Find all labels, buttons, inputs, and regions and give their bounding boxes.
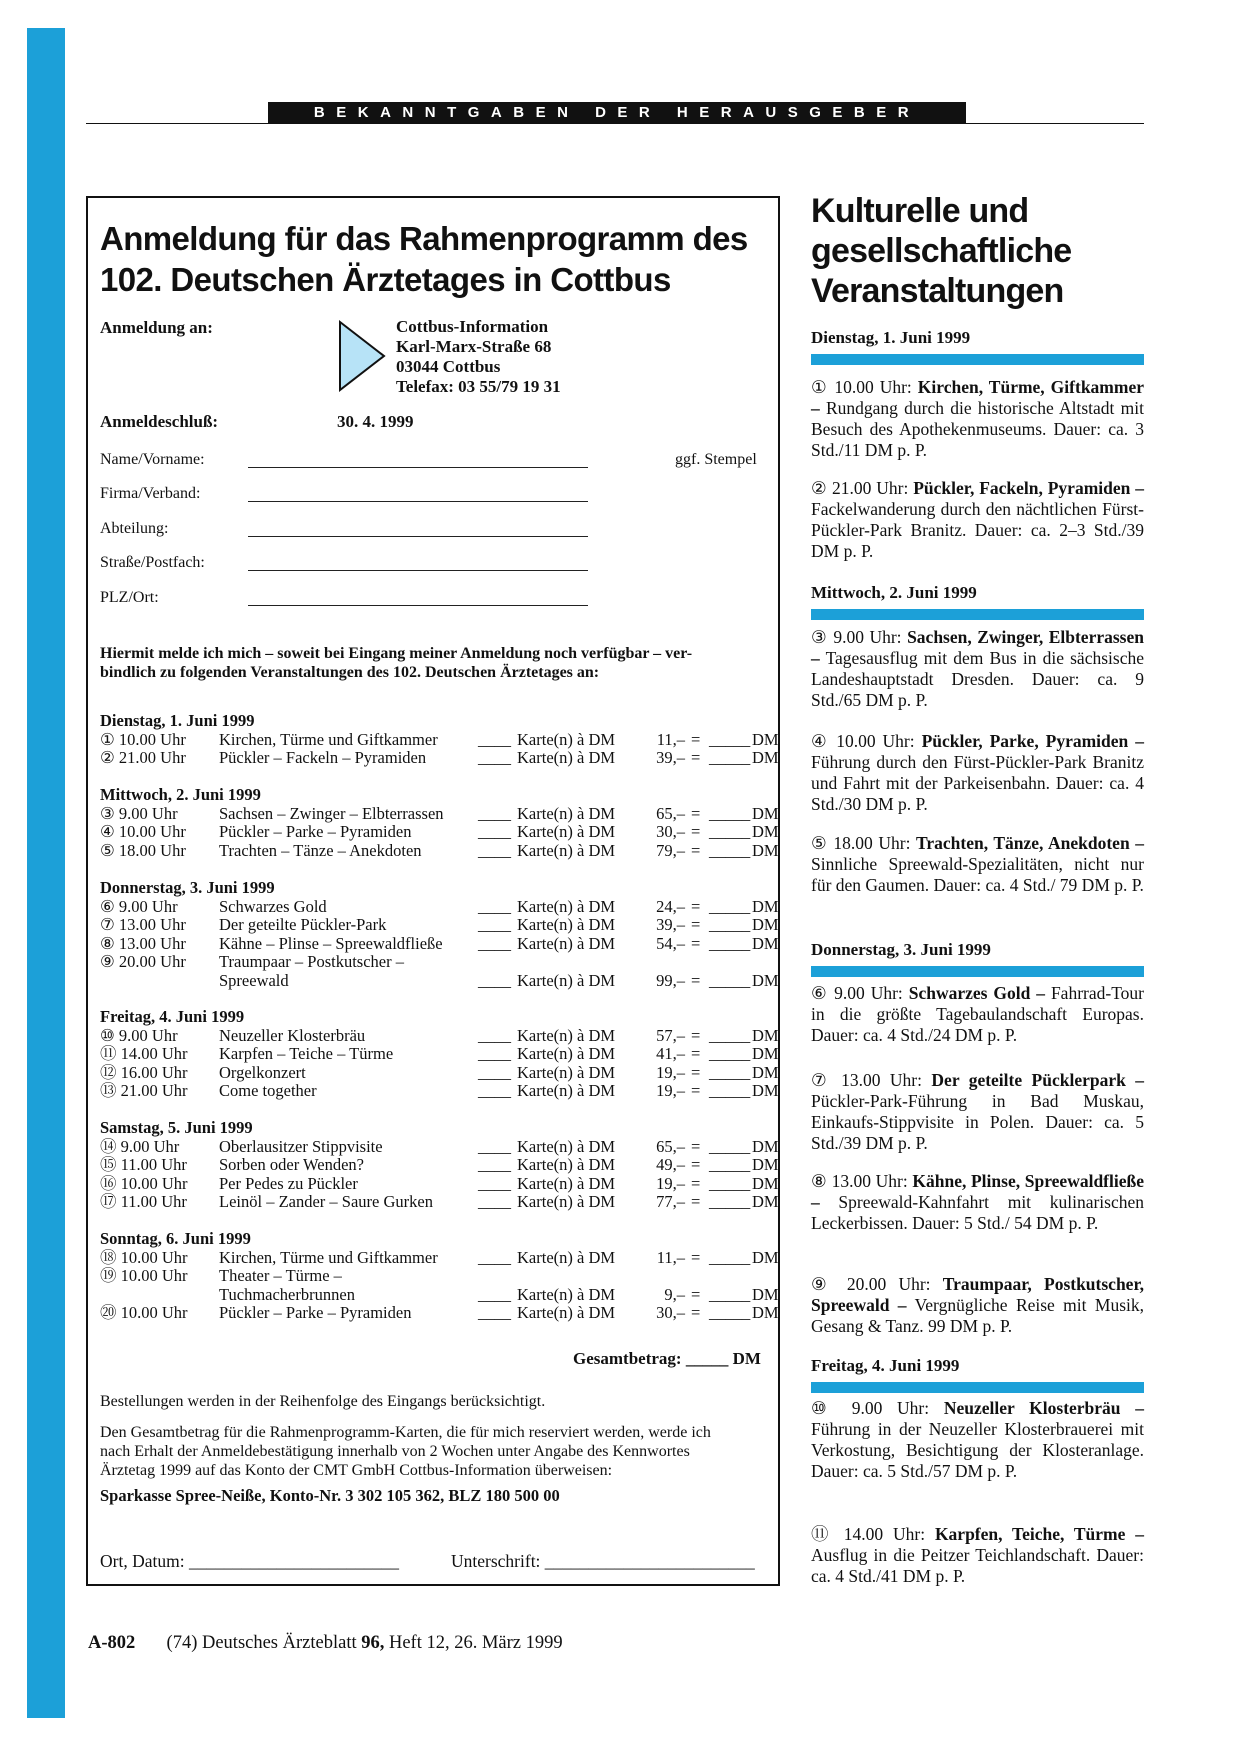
ticket-count-field[interactable]: ____	[478, 1025, 511, 1045]
ticket-count-field[interactable]: ____	[478, 729, 511, 749]
event-time: ⑲ 10.00 Uhr	[100, 1266, 188, 1286]
event-title: Der geteilte Pücklerpark –	[931, 1070, 1144, 1090]
event-time: ④ 10.00 Uhr:	[811, 731, 922, 751]
equals-sign: =	[691, 729, 701, 749]
event-title: Kirchen, Türme und Giftkammer	[219, 729, 438, 749]
event-title: Kähne, Plinse, Spreewaldfließe –	[811, 1171, 1144, 1212]
anmeldung-label: Anmeldung an:	[100, 318, 213, 337]
ticket-count-field[interactable]: ____	[478, 933, 511, 953]
event-text: Fahrrad-Tour in die größte Tagebaulandschaft Europas. Dauer: ca. 4 Std./24 DM p. P.	[811, 983, 1144, 1045]
header-rule	[86, 123, 1144, 124]
day-accent-band	[811, 1382, 1144, 1393]
ticket-price: 19,–	[656, 1173, 685, 1193]
schedule-row	[100, 1044, 779, 1064]
right-day-heading: Dienstag, 1. Juni 1999	[811, 328, 971, 347]
schedule-row	[100, 822, 779, 842]
schedule-row	[100, 1062, 779, 1082]
event-title: Per Pedes zu Pückler	[219, 1173, 358, 1193]
currency-label: DM	[752, 915, 779, 935]
event-description	[811, 1274, 1144, 1337]
ticket-price: 9,–	[664, 1284, 685, 1304]
currency-label: DM	[752, 748, 779, 768]
ticket-price: 49,–	[656, 1155, 685, 1175]
form-title-line-2: 102. Deutschen Ärztetages in Cottbus	[100, 261, 671, 298]
schedule-row	[100, 971, 779, 990]
ticket-subtotal-field[interactable]: _____	[709, 840, 751, 860]
event-title: Der geteilte Pückler-Park	[219, 915, 387, 935]
ticket-subtotal-field[interactable]: _____	[709, 1173, 751, 1193]
event-title: Oberlausitzer Stippvisite	[219, 1136, 383, 1156]
event-time: ② 21.00 Uhr:	[811, 478, 914, 498]
equals-sign: =	[691, 971, 701, 990]
event-time: ⑥ 9.00 Uhr:	[811, 983, 909, 1003]
ticket-price-label: Karte(n) à DM	[517, 1247, 616, 1267]
currency-label: DM	[752, 1173, 779, 1193]
form-title-line-1: Anmeldung für das Rahmenprogramm des	[100, 220, 748, 257]
event-title: Trachten – Tänze – Anekdoten	[219, 840, 422, 860]
event-title: Come together	[219, 1081, 317, 1101]
ticket-price-label: Karte(n) à DM	[517, 1062, 616, 1082]
currency-label: DM	[752, 1062, 779, 1082]
ticket-price: 11,–	[656, 729, 685, 749]
page-number: A-802	[88, 1633, 136, 1653]
ticket-count-field[interactable]: ____	[478, 915, 511, 935]
event-title: Pückler – Parke – Pyramiden	[219, 822, 412, 842]
schedule-row	[100, 748, 779, 768]
title-line: gesellschaftliche	[811, 232, 1072, 270]
event-time: ⑧ 13.00 Uhr	[100, 933, 186, 953]
event-time: ⑪ 14.00 Uhr	[100, 1044, 188, 1064]
event-description	[811, 377, 1144, 461]
field-label-strasse: Straße/Postfach:	[100, 554, 205, 571]
currency-label: DM	[752, 1025, 779, 1045]
ticket-count-field[interactable]: ____	[478, 840, 511, 860]
currency-label: DM	[752, 822, 779, 842]
event-title: Neuzeller Klosterbräu	[219, 1025, 366, 1045]
event-title: Trachten, Tänze, Anekdoten –	[916, 833, 1144, 853]
event-title: Spreewald	[219, 971, 289, 990]
event-title: Traumpaar – Postkutscher –	[219, 952, 404, 972]
schedule-row	[100, 1284, 779, 1304]
right-day-heading: Donnerstag, 3. Juni 1999	[811, 940, 991, 959]
ticket-count-field[interactable]: ____	[478, 1192, 511, 1212]
ticket-price: 39,–	[656, 915, 685, 935]
schedule-row	[100, 1266, 770, 1285]
title-line: Veranstaltungen	[811, 272, 1064, 310]
deadline-value: 30. 4. 1999	[337, 412, 414, 431]
ort-datum-row	[100, 1551, 399, 1572]
schedule-row	[100, 803, 779, 823]
schedule-day-heading: Samstag, 5. Juni 1999	[100, 1118, 253, 1137]
deadline-label: Anmeldeschluß:	[100, 412, 219, 431]
ticket-price-label: Karte(n) à DM	[517, 1303, 616, 1323]
event-title: Kähne – Plinse – Spreewaldfließe	[219, 933, 443, 953]
event-description	[811, 1171, 1144, 1234]
ticket-count-field[interactable]: ____	[478, 1062, 511, 1082]
ticket-price-label: Karte(n) à DM	[517, 1155, 616, 1175]
ticket-price-label: Karte(n) à DM	[517, 1173, 616, 1193]
ticket-count-field[interactable]: ____	[478, 1303, 511, 1323]
currency-label: DM	[752, 896, 779, 916]
schedule-row	[100, 1136, 779, 1156]
event-time: ⑳ 10.00 Uhr	[100, 1303, 188, 1323]
signature-label: Unterschrift:	[451, 1551, 541, 1571]
ticket-count-field[interactable]: ____	[478, 1155, 511, 1175]
ticket-price: 54,–	[656, 933, 685, 953]
schedule-row	[100, 915, 779, 935]
currency-label: DM	[752, 933, 779, 953]
ticket-price: 30,–	[656, 1303, 685, 1323]
schedule-row	[100, 952, 770, 971]
total-currency: DM	[732, 1349, 761, 1368]
event-description	[811, 1398, 1144, 1482]
bank-details: Sparkasse Spree-Neiße, Konto-Nr. 3 302 105 362, BLZ 180 500 00	[100, 1486, 560, 1505]
stamp-label: ggf. Stempel	[675, 451, 757, 468]
ticket-subtotal-field[interactable]: _____	[709, 803, 751, 823]
currency-label: DM	[752, 840, 779, 860]
signature-row	[451, 1551, 755, 1572]
ticket-price: 11,–	[656, 1247, 685, 1267]
total-amount	[573, 1349, 761, 1369]
ticket-subtotal-field[interactable]: _____	[709, 1025, 751, 1045]
currency-label: DM	[752, 1247, 779, 1267]
ticket-count-field[interactable]: ____	[478, 1136, 511, 1156]
schedule-day-heading: Donnerstag, 3. Juni 1999	[100, 878, 275, 897]
ticket-price: 79,–	[656, 840, 685, 860]
ticket-subtotal-field[interactable]: _____	[709, 1155, 751, 1175]
form-title	[100, 218, 770, 300]
ticket-subtotal-field[interactable]: _____	[709, 822, 751, 842]
event-text: Tagesausflug mit dem Bus in die sächsische Landeshauptstadt Dresden. Dauer: ca. 9 Std./65 DM p. P.	[811, 648, 1144, 710]
ticket-price-label: Karte(n) à DM	[517, 1025, 616, 1045]
day-accent-band	[811, 354, 1144, 365]
address-line: Telefax: 03 55/79 19 31	[396, 377, 561, 396]
event-title: Traumpaar, Postkutscher, Spreewald –	[811, 1274, 1144, 1315]
event-title: Pückler, Fackeln, Pyramiden –	[913, 478, 1144, 498]
schedule-row	[100, 1303, 779, 1323]
ticket-subtotal-field[interactable]: _____	[709, 896, 751, 916]
ticket-count-field[interactable]: ____	[478, 1044, 511, 1064]
event-time: ① 10.00 Uhr:	[811, 377, 918, 397]
right-day-heading: Freitag, 4. Juni 1999	[811, 1356, 960, 1375]
event-description	[811, 833, 1144, 896]
name-field[interactable]	[248, 467, 588, 468]
event-text: Vergnügliche Reise mit Musik, Gesang & Tanz. 99 DM p. P.	[811, 1295, 1144, 1336]
event-time: ③ 9.00 Uhr:	[811, 627, 908, 647]
event-time: ⑪ 14.00 Uhr:	[811, 1524, 935, 1544]
ticket-price: 39,–	[656, 748, 685, 768]
schedule-day-heading: Dienstag, 1. Juni 1999	[100, 711, 255, 730]
event-text: Sinnliche Spreewald-Spezialitäten, nicht nur für den Gaumen. Dauer: ca. 4 Std./ 79 DM p. P.	[811, 854, 1144, 895]
address-line: Karl-Marx-Straße 68	[396, 337, 552, 356]
abteilung-field[interactable]	[248, 536, 588, 537]
event-description	[811, 627, 1144, 711]
ticket-subtotal-field[interactable]: _____	[709, 915, 751, 935]
equals-sign: =	[691, 1025, 701, 1045]
event-time: ② 21.00 Uhr	[100, 748, 186, 768]
event-title: Leinöl – Zander – Saure Gurken	[219, 1192, 433, 1212]
journal-volume: 96,	[361, 1633, 385, 1653]
section-header: BEKANNTGABEN DER HERAUSGEBER	[268, 102, 966, 123]
event-description	[811, 1524, 1144, 1587]
ticket-price-label: Karte(n) à DM	[517, 729, 616, 749]
event-time: ⑦ 13.00 Uhr	[100, 915, 186, 935]
event-title: Karpfen, Teiche, Türme –	[934, 1524, 1144, 1544]
event-time: ③ 9.00 Uhr	[100, 803, 178, 823]
day-accent-band	[811, 966, 1144, 977]
event-description	[811, 478, 1144, 562]
event-description	[811, 1070, 1144, 1154]
title-line: Kulturelle und	[811, 192, 1029, 230]
currency-label: DM	[752, 803, 779, 823]
ticket-price-label: Karte(n) à DM	[517, 1081, 616, 1101]
equals-sign: =	[691, 1192, 701, 1212]
ticket-count-field[interactable]: ____	[478, 896, 511, 916]
ticket-price: 99,–	[656, 971, 685, 990]
equals-sign: =	[691, 803, 701, 823]
ticket-price-label: Karte(n) à DM	[517, 915, 616, 935]
order-note: Bestellungen werden in der Reihenfolge des Eingangs berücksichtigt.	[100, 1393, 546, 1410]
ticket-subtotal-field[interactable]: _____	[709, 933, 751, 953]
event-title: Orgelkonzert	[219, 1062, 306, 1082]
intro-line: bindlich zu folgenden Veranstaltungen des 102. Deutschen Ärztetages an:	[100, 664, 600, 681]
schedule-row	[100, 1081, 779, 1101]
event-text: Fackelwanderung durch den nächtlichen Fürst-Pückler-Park Branitz. Dauer: ca. 2–3 Std./39 DM p. P.	[811, 499, 1144, 561]
event-title: Pückler – Parke – Pyramiden	[219, 1303, 412, 1323]
ticket-price: 41,–	[656, 1044, 685, 1064]
right-column-title	[811, 191, 1151, 311]
address-line: 03044 Cottbus	[396, 357, 501, 376]
equals-sign: =	[691, 1081, 701, 1101]
event-title: Tuchmacherbrunnen	[219, 1284, 355, 1304]
ticket-subtotal-field[interactable]: _____	[709, 729, 751, 749]
ticket-subtotal-field[interactable]: _____	[709, 748, 751, 768]
event-description	[811, 983, 1144, 1046]
schedule-row	[100, 840, 779, 860]
event-time: ⑤ 18.00 Uhr:	[811, 833, 916, 853]
schedule-day-heading: Sonntag, 6. Juni 1999	[100, 1229, 251, 1248]
event-text: Spreewald-Kahnfahrt mit kulinarischen Leckerbissen. Dauer: 5 Std./ 54 DM p. P.	[811, 1192, 1144, 1233]
event-title: Karpfen – Teiche – Türme	[219, 1044, 394, 1064]
ort-datum-field[interactable]: ________________________	[188, 1551, 399, 1571]
event-text: Führung durch den Fürst-Pückler-Park Branitz und Fahrt mit der Parkeisenbahn. Dauer: ca. 4 Std./30 DM p. P.	[811, 752, 1144, 814]
currency-label: DM	[752, 971, 779, 990]
strasse-field[interactable]	[248, 570, 588, 571]
event-title: Kirchen, Türme und Giftkammer	[219, 1247, 438, 1267]
event-time: ⑦ 13.00 Uhr:	[811, 1070, 932, 1090]
day-accent-band	[811, 609, 1144, 620]
registration-intro	[100, 644, 770, 682]
ticket-count-field[interactable]: ____	[478, 803, 511, 823]
event-text: Pückler-Park-Führung in Bad Muskau, Einkaufs-Stippvisite in Polen. Dauer: ca. 5 Std./39 DM p. P.	[811, 1091, 1144, 1153]
page-footer	[88, 1632, 563, 1654]
event-time: ④ 10.00 Uhr	[100, 822, 186, 842]
event-time: ① 10.00 Uhr	[100, 729, 186, 749]
plz-ort-field[interactable]	[248, 605, 588, 606]
schedule-row	[100, 933, 779, 953]
event-title: Sachsen – Zwinger – Elbterrassen	[219, 803, 444, 823]
ticket-price-label: Karte(n) à DM	[517, 971, 616, 990]
equals-sign: =	[691, 915, 701, 935]
event-time: ⑨ 20.00 Uhr:	[811, 1274, 943, 1294]
ticket-price: 65,–	[656, 1136, 685, 1156]
ticket-subtotal-field[interactable]: _____	[709, 1192, 751, 1212]
total-label: Gesamtbetrag:	[573, 1349, 682, 1368]
ticket-count-field[interactable]: ____	[478, 1081, 511, 1101]
ticket-price-label: Karte(n) à DM	[517, 896, 616, 916]
ticket-subtotal-field[interactable]: _____	[709, 1284, 751, 1304]
ticket-subtotal-field[interactable]: _____	[709, 1247, 751, 1267]
signature-field[interactable]: ________________________	[544, 1551, 755, 1571]
ticket-count-field[interactable]: ____	[478, 971, 511, 990]
ticket-price-label: Karte(n) à DM	[517, 1192, 616, 1212]
ticket-price-label: Karte(n) à DM	[517, 1136, 616, 1156]
ticket-price: 19,–	[656, 1081, 685, 1101]
ticket-price: 65,–	[656, 803, 685, 823]
equals-sign: =	[691, 1173, 701, 1193]
currency-label: DM	[752, 1081, 779, 1101]
ticket-price-label: Karte(n) à DM	[517, 1284, 616, 1304]
payment-note-line: nach Erhalt der Anmeldebestätigung innerhalb von 2 Wochen unter Angabe des Kennwortes	[100, 1443, 690, 1460]
arrow-triangle-icon	[338, 320, 386, 392]
event-time: ⑨ 20.00 Uhr	[100, 952, 186, 972]
ticket-price-label: Karte(n) à DM	[517, 933, 616, 953]
ticket-subtotal-field[interactable]: _____	[709, 1062, 751, 1082]
event-time: ⑩ 9.00 Uhr:	[811, 1398, 944, 1418]
ticket-price-label: Karte(n) à DM	[517, 803, 616, 823]
event-time: ⑮ 11.00 Uhr	[100, 1155, 187, 1175]
event-time: ⑤ 18.00 Uhr	[100, 840, 186, 860]
ticket-count-field[interactable]: ____	[478, 822, 511, 842]
event-time: ⑯ 10.00 Uhr	[100, 1173, 188, 1193]
left-accent-bar	[27, 28, 65, 1718]
schedule-day-heading: Mittwoch, 2. Juni 1999	[100, 785, 261, 804]
equals-sign: =	[691, 1044, 701, 1064]
ticket-price: 19,–	[656, 1062, 685, 1082]
ticket-count-field[interactable]: ____	[478, 1173, 511, 1193]
firma-field[interactable]	[248, 501, 588, 502]
event-title: Neuzeller Klosterbräu –	[943, 1398, 1144, 1418]
ticket-count-field[interactable]: ____	[478, 1247, 511, 1267]
ticket-subtotal-field[interactable]: _____	[709, 1044, 751, 1064]
schedule-row	[100, 1173, 779, 1193]
schedule-row	[100, 1155, 779, 1175]
total-field[interactable]: _____	[685, 1349, 729, 1368]
event-title: Schwarzes Gold	[219, 896, 327, 916]
ticket-subtotal-field[interactable]: _____	[709, 1081, 751, 1101]
equals-sign: =	[691, 1136, 701, 1156]
currency-label: DM	[752, 1044, 779, 1064]
ticket-count-field[interactable]: ____	[478, 1284, 511, 1304]
currency-label: DM	[752, 729, 779, 749]
ticket-price-label: Karte(n) à DM	[517, 1044, 616, 1064]
currency-label: DM	[752, 1303, 779, 1323]
equals-sign: =	[691, 748, 701, 768]
payment-note-line: Ärztetag 1999 auf das Konto der CMT GmbH Cottbus-Information überweisen:	[100, 1462, 613, 1479]
ort-datum-label: Ort, Datum:	[100, 1551, 185, 1571]
event-text: Rundgang durch die historische Altstadt mit Besuch des Apothekenmuseums. Dauer: ca. 3 Std./11 DM p. P.	[811, 398, 1144, 460]
equals-sign: =	[691, 1155, 701, 1175]
currency-label: DM	[752, 1284, 779, 1304]
payment-note-line: Den Gesamtbetrag für die Rahmenprogramm-Karten, die für mich reserviert werden, werde ich	[100, 1424, 711, 1441]
right-day-heading: Mittwoch, 2. Juni 1999	[811, 583, 977, 602]
intro-line: Hiermit melde ich mich – soweit bei Eingang meiner Anmeldung noch verfügbar – ver-	[100, 645, 693, 662]
schedule-row	[100, 896, 779, 916]
equals-sign: =	[691, 896, 701, 916]
event-title: Sorben oder Wenden?	[219, 1155, 364, 1175]
schedule-row	[100, 1192, 779, 1212]
ticket-price-label: Karte(n) à DM	[517, 748, 616, 768]
currency-label: DM	[752, 1136, 779, 1156]
event-title: Kirchen, Türme, Giftkammer –	[811, 377, 1144, 418]
ticket-subtotal-field[interactable]: _____	[709, 1303, 751, 1323]
ticket-count-field[interactable]: ____	[478, 748, 511, 768]
event-title: Theater – Türme –	[219, 1266, 342, 1286]
event-text: Ausflug in die Peitzer Teichlandschaft. Dauer: ca. 4 Std./41 DM p. P.	[811, 1545, 1144, 1586]
currency-label: DM	[752, 1192, 779, 1212]
event-time: ⑥ 9.00 Uhr	[100, 896, 178, 916]
schedule-row	[100, 1025, 779, 1045]
event-description	[811, 731, 1144, 815]
equals-sign: =	[691, 1247, 701, 1267]
ticket-subtotal-field[interactable]: _____	[709, 1136, 751, 1156]
equals-sign: =	[691, 1062, 701, 1082]
event-time: ⑧ 13.00 Uhr:	[811, 1171, 913, 1191]
ticket-price: 24,–	[656, 896, 685, 916]
field-label-plz: PLZ/Ort:	[100, 589, 159, 606]
ticket-price-label: Karte(n) à DM	[517, 840, 616, 860]
event-title: Sachsen, Zwinger, Elbterrassen –	[811, 627, 1144, 668]
field-label-name: Name/Vorname:	[100, 451, 205, 468]
equals-sign: =	[691, 840, 701, 860]
event-title: Schwarzes Gold –	[908, 983, 1046, 1003]
address-block	[396, 317, 561, 397]
field-label-firma: Firma/Verband:	[100, 485, 201, 502]
schedule-row	[100, 1247, 779, 1267]
event-title: Pückler, Parke, Pyramiden –	[921, 731, 1144, 751]
event-time: ⑭ 9.00 Uhr	[100, 1136, 180, 1156]
schedule-day-heading: Freitag, 4. Juni 1999	[100, 1007, 245, 1026]
ticket-price: 57,–	[656, 1025, 685, 1045]
ticket-subtotal-field[interactable]: _____	[709, 971, 751, 990]
event-time: ⑩ 9.00 Uhr	[100, 1025, 178, 1045]
schedule-row	[100, 729, 779, 749]
event-time: ⑰ 11.00 Uhr	[100, 1192, 187, 1212]
event-time: ⑬ 21.00 Uhr	[100, 1081, 188, 1101]
event-text: Führung in der Neuzeller Klosterbrauerei mit Verkostung, Besichtigung der Klosteranlage. Dauer: ca. 5 Std./57 DM p. P.	[811, 1419, 1144, 1481]
ticket-price-label: Karte(n) à DM	[517, 822, 616, 842]
ticket-price: 77,–	[656, 1192, 685, 1212]
address-line: Cottbus-Information	[396, 317, 549, 336]
currency-label: DM	[752, 1155, 779, 1175]
journal-source: (74) Deutsches Ärzteblatt	[166, 1633, 362, 1653]
event-title: Pückler – Fackeln – Pyramiden	[219, 748, 427, 768]
payment-note	[100, 1423, 770, 1480]
equals-sign: =	[691, 1303, 701, 1323]
ticket-price: 30,–	[656, 822, 685, 842]
equals-sign: =	[691, 933, 701, 953]
event-time: ⑱ 10.00 Uhr	[100, 1247, 188, 1267]
equals-sign: =	[691, 1284, 701, 1304]
equals-sign: =	[691, 822, 701, 842]
event-time: ⑫ 16.00 Uhr	[100, 1062, 188, 1082]
field-label-abteilung: Abteilung:	[100, 520, 169, 537]
journal-issue: Heft 12, 26. März 1999	[384, 1633, 563, 1653]
